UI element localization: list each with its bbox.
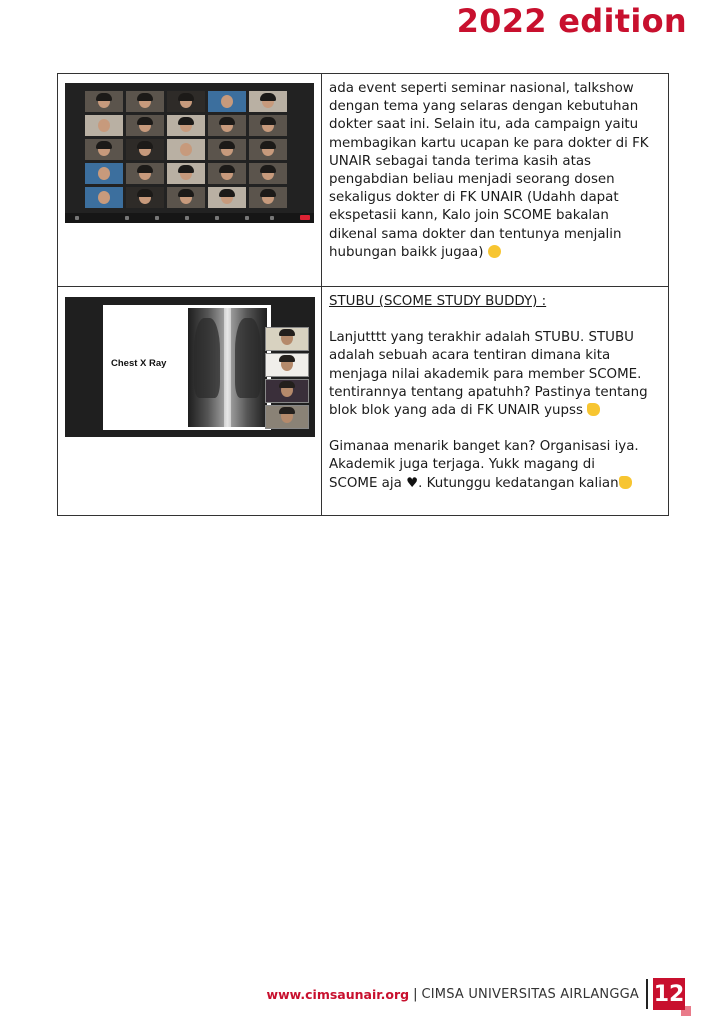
slide-title: Chest X Ray [111,358,167,369]
text-line: Akademik juga terjaga. Yukk magang di [329,457,596,473]
participant-tile [208,139,246,160]
table-row [58,74,669,287]
footer-separator: | [413,986,418,1002]
text-line: dikenal sama dokter dan tentunya menjalin [329,226,622,242]
text-line: membagikan kartu ucapan ke para dokter di FK [329,135,649,151]
participant-tile [167,139,205,160]
row2-text [322,287,669,516]
participant-tile [249,115,287,136]
edition-title: 2022 edition [456,2,687,40]
participant-tile [167,91,205,112]
participant-tile [208,187,246,208]
participant-tile [85,91,123,112]
text-line: ekspetasii kann, Kalo join SCOME bakalan [329,208,609,224]
content-table [57,73,669,516]
black-heart-icon: ♥ [406,475,419,491]
participant-tile [167,187,205,208]
chest-xray-image [188,308,267,427]
waving-hand-emoji-icon [619,476,632,489]
meeting-toolbar [65,213,314,223]
text-line: Gimanaa menarik banget kan? Organisasi iya. [329,439,639,455]
table-row [58,287,669,516]
participant-tile [208,115,246,136]
text-line: Lanjutttt yang terakhir adalah STUBU. STUBU [329,330,634,346]
participant-camera [265,405,309,429]
page-number: 12 [653,978,685,1010]
participant-camera [265,379,309,403]
participant-tile [85,115,123,136]
text-line: dokter saat ini. Selain itu, ada campaign yaitu [329,117,639,133]
participant-tile [208,163,246,184]
participant-tile [167,163,205,184]
participant-tile [85,139,123,160]
text-line: sekaligus dokter di FK UNAIR (Udahh dapat [329,190,619,206]
text-line: adalah sebuah acara tentiran dimana kita [329,348,611,364]
website-link[interactable]: www.cimsaunair.org [266,986,410,1002]
participant-tile [126,187,164,208]
text-line: UNAIR sebagai tanda terima kasih atas [329,153,592,169]
participant-tile [126,163,164,184]
participant-tile [208,91,246,112]
participant-grid [85,91,287,208]
text-line: hubungan baikk jugaa) [329,244,662,262]
presentation-slide [103,305,271,430]
text-line: dengan tema yang selaras dengan kebutuhan [329,99,639,115]
text-line: tentirannya tentang apatuhh? Pastinya tentang [329,384,648,400]
text-line: menjaga nilai akademik para member SCOME. [329,366,642,382]
zoom-meeting-screenshot [65,83,314,223]
participant-tile [249,139,287,160]
participant-tile [126,115,164,136]
section-heading: STUBU (SCOME STUDY BUDDY) : [329,294,547,309]
participant-camera [265,327,309,351]
participant-cameras [265,327,309,431]
text-line: pengabdian beliau menjadi seorang dosen [329,172,615,188]
xray-screenshot-cell [58,287,322,516]
participant-tile [249,91,287,112]
xray-slide-screenshot [65,297,315,437]
participant-tile [249,187,287,208]
participant-tile [85,163,123,184]
page-footer [267,975,685,1013]
participant-tile [126,91,164,112]
zoom-screenshot-cell [58,74,322,287]
grinning-cat-emoji-icon [488,245,501,258]
participant-tile [85,187,123,208]
participant-tile [167,115,205,136]
footer-divider [646,979,648,1009]
text-line: blok blok yang ada di FK UNAIR yupss [329,402,662,420]
text-line: ada event seperti seminar nasional, talkshow [329,81,634,96]
row1-text [322,74,669,287]
text-line: SCOME aja ♥. Kutunggu kedatangan kalian [329,475,662,493]
organization-name: CIMSA UNIVERSITAS AIRLANGGA [421,986,639,1002]
participant-tile [126,139,164,160]
participant-camera [265,353,309,377]
thumbs-up-emoji-icon [587,403,600,416]
participant-tile [249,163,287,184]
